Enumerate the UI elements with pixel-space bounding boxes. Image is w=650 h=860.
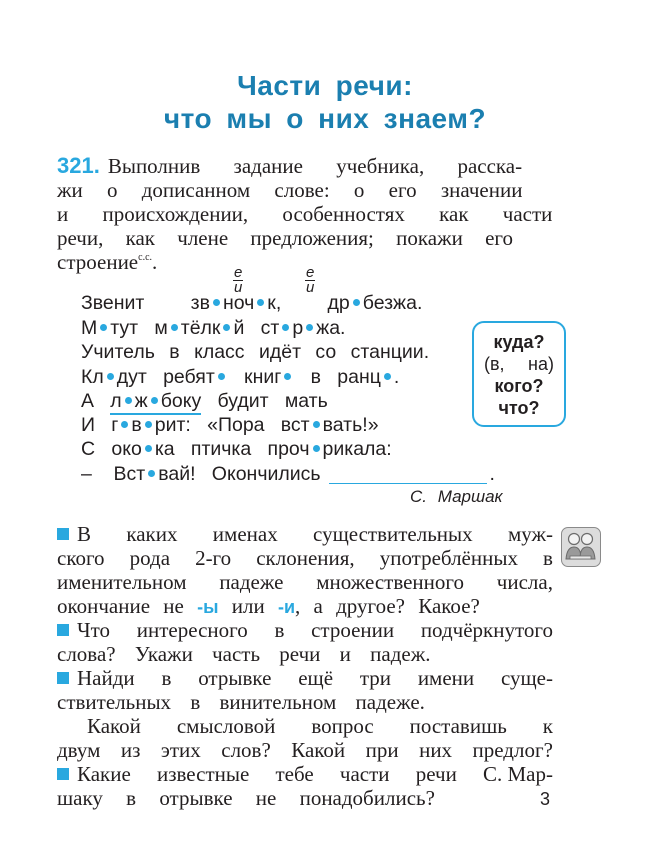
missing-letter-dot bbox=[284, 373, 291, 380]
poem-author: С. Маршак bbox=[410, 487, 503, 506]
task-4-line-1: Какие известные тебе части речи С. Мар- bbox=[57, 762, 553, 787]
missing-letter-dot bbox=[121, 421, 128, 428]
question-hint-box: куда? (в, на) кого? что? bbox=[472, 321, 566, 427]
exercise-number: 321. bbox=[57, 153, 100, 178]
task-2-line-1: Что интересного в строении подчёркнутого bbox=[57, 618, 553, 643]
bullet-square-icon bbox=[57, 672, 69, 684]
task-3-line-2: ствительных в винительном падеже. bbox=[57, 690, 425, 714]
page-number: 3 bbox=[540, 789, 551, 809]
underlined-word: л ж боку bbox=[110, 390, 201, 415]
missing-letter-dot bbox=[218, 373, 225, 380]
missing-letter-dot bbox=[145, 421, 152, 428]
task-3-line-3: Какой смысловой вопрос поставишь к bbox=[87, 714, 553, 738]
missing-letter-dot bbox=[306, 324, 313, 331]
answer-blank-line[interactable] bbox=[329, 483, 487, 484]
missing-letter-dot bbox=[313, 421, 320, 428]
poem-line-5: А л ж боку будит мать bbox=[81, 390, 328, 413]
poem-line-3: Учитель в класс идёт со станции. bbox=[81, 341, 430, 363]
instruction-line-5: строение$^{с.с.}$. bbox=[57, 250, 158, 274]
missing-letter-dot bbox=[148, 470, 155, 477]
poem-line-7: С око ка птичка проч рикала: bbox=[81, 438, 392, 460]
ending-i: -и bbox=[277, 597, 296, 617]
page-title-line-1: Части речи: bbox=[237, 70, 413, 101]
task-2-line-2: слова? Укажи часть речи и падеж. bbox=[57, 642, 431, 666]
missing-letter-dot bbox=[151, 397, 158, 404]
page-title-line-2: что мы о них знаем? bbox=[163, 103, 487, 134]
pair-work-icon bbox=[561, 527, 601, 567]
task-1-line-1: В каких именах существительных муж- bbox=[57, 522, 553, 547]
missing-letter-dot bbox=[353, 299, 360, 306]
missing-letter-dot bbox=[313, 445, 320, 452]
bullet-square-icon bbox=[57, 528, 69, 540]
missing-letter-dot bbox=[257, 299, 264, 306]
bullet-square-icon bbox=[57, 768, 69, 780]
missing-letter-dot bbox=[223, 324, 230, 331]
task-3-line-1: Найди в отрывке ещё три имени суще- bbox=[57, 666, 553, 691]
task-1-line-2: ского рода 2-го склонения, употреблённых в bbox=[57, 546, 553, 570]
letter-choice-fraction: е и bbox=[306, 264, 315, 296]
poem-line-8: – Вст вай! Окончились . bbox=[81, 463, 495, 485]
missing-letter-dot bbox=[384, 373, 391, 380]
task-1-line-3: именительном падеже множественного числа, bbox=[57, 570, 553, 594]
missing-letter-dot bbox=[213, 299, 220, 306]
missing-letter-dot bbox=[171, 324, 178, 331]
instruction-line-1: 321. Выполнив задание учебника, расска- bbox=[57, 153, 523, 178]
poem-line-4: Кл дут ребят книг в ранц . bbox=[81, 366, 400, 388]
missing-letter-dot bbox=[145, 445, 152, 452]
instruction-line-2: жи о дописанном слове: о его значении bbox=[57, 178, 523, 202]
ending-y: -ы bbox=[197, 597, 219, 617]
task-4-line-2: шаку в отрывке не понадобились? bbox=[57, 786, 435, 810]
instruction-line-4: речи, как члене предложения; покажи его bbox=[57, 226, 513, 250]
poem-line-6: И г в рит: «Пора вст вать!» bbox=[81, 414, 379, 436]
instruction-line-3: и происхождении, особенностях как части bbox=[57, 202, 553, 226]
missing-letter-dot bbox=[282, 324, 289, 331]
bullet-square-icon bbox=[57, 624, 69, 636]
poem-line-1: Звенит зв ноч к, др безжа. bbox=[81, 292, 423, 314]
task-1-line-4: окончание не -ы или -и, а другое? Какое? bbox=[57, 594, 480, 618]
task-3-line-4: двум из этих слов? Какой при них предлог? bbox=[57, 738, 553, 762]
poem-line-2: М тут м тёлк й ст р жа. bbox=[81, 317, 346, 339]
letter-choice-fraction: е и bbox=[234, 264, 243, 296]
missing-letter-dot bbox=[100, 324, 107, 331]
superscript-note: с.с. bbox=[138, 252, 153, 263]
missing-letter-dot bbox=[107, 373, 114, 380]
missing-letter-dot bbox=[125, 397, 132, 404]
